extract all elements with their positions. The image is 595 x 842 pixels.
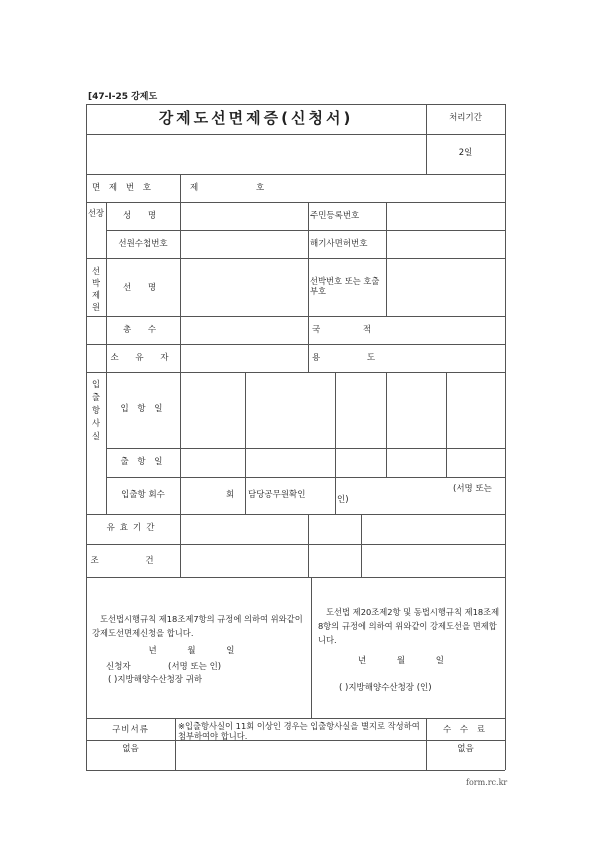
entry-count-unit: 회	[226, 490, 235, 500]
exit-date-cell-4[interactable]	[388, 450, 444, 475]
approval-authority: ( )지방해양수산청장 (인)	[339, 683, 432, 693]
exit-date-cell-5[interactable]	[448, 450, 503, 475]
seaman-book-label: 선원수첩번호	[118, 239, 168, 249]
entry-date-label: 입 항 일	[120, 404, 166, 414]
approval-date: 년 월 일	[357, 656, 459, 666]
purpose-label: 용 도	[312, 353, 398, 363]
vessel-name-label: 선 명	[122, 283, 164, 293]
signature-note-2: 인)	[337, 495, 349, 505]
vessel-name-field[interactable]	[182, 260, 306, 314]
applicant-signature[interactable]: (서명 또는 인)	[168, 662, 222, 672]
processing-period-label: 처리기간	[449, 113, 482, 123]
application-addressee: ( )지방해양수산청장 귀하	[108, 675, 203, 685]
captain-group-label: 선장	[87, 208, 105, 218]
vessel-number-field[interactable]	[388, 260, 503, 314]
tonnage-field[interactable]	[182, 318, 306, 342]
applicant-label: 신청자	[106, 662, 131, 672]
form-number: [47-I-25 강제도	[88, 92, 158, 102]
validity-field[interactable]	[182, 516, 306, 542]
captain-name-field[interactable]	[182, 204, 306, 228]
exemption-number-field[interactable]	[200, 178, 250, 198]
required-docs-value: 없음	[122, 744, 139, 754]
application-date: 년 월 일	[148, 646, 249, 656]
watermark: form.rc.kr	[466, 778, 508, 787]
tonnage-label: 총 수	[122, 325, 164, 335]
port-entry-group-label: 입출항사실	[91, 379, 100, 441]
owner-label: 소 유 자	[110, 353, 176, 363]
conditions-label: 조 건	[90, 556, 176, 566]
officer-confirm-label: 담당공무원확인	[248, 490, 306, 500]
entry-date-cell-3[interactable]	[337, 374, 384, 446]
fee-label: 수 수 료	[442, 725, 489, 735]
form-title: 강제도선면제증(신청서)	[158, 109, 354, 127]
approval-statement: 도선법 제20조제2항 및 동법시행규칙 제18조제8항의 규정에 의하여 위와같이 강제도선을 면제합니다.	[318, 607, 500, 645]
entry-date-cell-1[interactable]	[182, 374, 243, 446]
exit-date-cell-1[interactable]	[182, 450, 243, 475]
exit-date-cell-2[interactable]	[247, 450, 333, 475]
owner-field[interactable]	[182, 346, 306, 370]
nationality-field[interactable]	[388, 318, 503, 342]
vessel-number-label: 선박번호 또는 호출부호	[310, 276, 380, 296]
resident-number-field[interactable]	[388, 204, 503, 228]
exemption-prefix: 제	[190, 183, 199, 193]
application-statement: 도선법시행규칙 제18조제7항의 규정에 의하여 위와같이 강제도선면제신청을 합니다.	[92, 614, 303, 638]
exemption-number-label: 면 제 번 호	[92, 183, 154, 193]
seaman-book-field[interactable]	[182, 232, 306, 256]
required-docs-label: 구비서류	[112, 725, 149, 735]
signature-note: (서명 또는	[453, 484, 492, 494]
processing-period-value: 2일	[458, 148, 473, 158]
footer-note: ※입출항사실이 11회 이상인 경우는 입출항사실을 별지로 작성하여 첨부하여야 합니다.	[178, 721, 420, 741]
exit-date-label: 출 항 일	[120, 457, 166, 467]
vessel-group-label: 선박제원	[91, 266, 100, 312]
entry-date-cell-5[interactable]	[448, 374, 503, 446]
entry-count-label: 입출항 회수	[121, 490, 165, 500]
maritime-license-label: 해기사면허번호	[310, 239, 368, 249]
entry-date-cell-4[interactable]	[388, 374, 444, 446]
entry-date-cell-2[interactable]	[247, 374, 333, 446]
exemption-suffix: 호	[256, 183, 265, 193]
captain-name-label: 성 명	[122, 211, 164, 221]
entry-count-field[interactable]	[182, 480, 222, 510]
validity-label: 유효기간	[106, 523, 160, 533]
nationality-label: 국 적	[312, 325, 392, 335]
purpose-field[interactable]	[388, 346, 503, 370]
fee-value: 없음	[457, 744, 474, 754]
exit-date-cell-3[interactable]	[337, 450, 384, 475]
resident-number-label: 주민등록번호	[310, 211, 360, 221]
maritime-license-field[interactable]	[388, 232, 503, 256]
conditions-field[interactable]	[182, 546, 306, 575]
